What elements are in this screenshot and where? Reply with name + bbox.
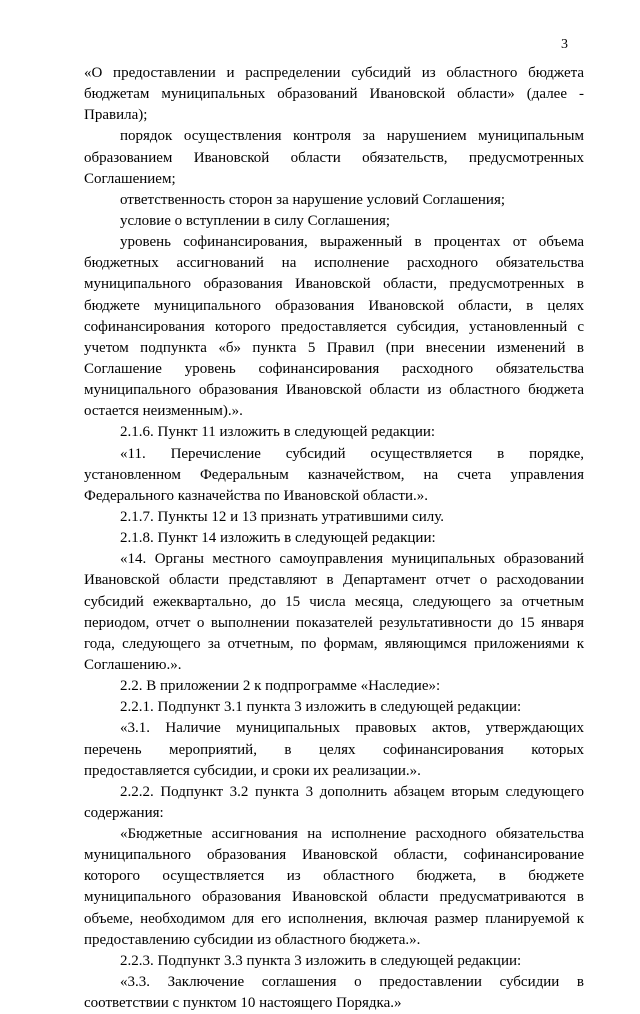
text-line: муниципального образования Ивановской области, предусмотренных в xyxy=(84,276,584,293)
text-line: которого осуществляется из областного бюджета, в бюджете xyxy=(84,868,584,885)
text-line: софинансирования которого предоставляется субсидия, установленный с xyxy=(84,318,584,335)
text-line: 2.1.6. Пункт 11 изложить в следующей редакции: xyxy=(120,424,436,441)
text-line: условие о вступлении в силу Соглашения; xyxy=(120,212,391,229)
text-line: бюджете муниципального образования Ивановской области, в целях xyxy=(84,297,584,314)
text-line: 2.1.8. Пункт 14 изложить в следующей редакции: xyxy=(120,530,436,547)
text-line: «11. Перечисление субсидий осуществляется в порядке, xyxy=(120,445,584,462)
document-body xyxy=(84,63,584,1014)
text-line: Федерального казначейства по Ивановской области.». xyxy=(84,487,429,504)
text-line: уровень софинансирования, выраженный в процентах от объема xyxy=(120,234,584,251)
text-line: образованием Ивановской области обязательств, предусмотренных xyxy=(84,149,584,166)
text-line: муниципального образования Ивановской области предусматриваются в xyxy=(84,889,584,906)
text-line: учетом подпункта «б» пункта 5 Правил (при внесении изменений в xyxy=(84,339,584,356)
text-line: объеме, необходимом для его исполнения, включая размер планируемой к xyxy=(84,910,584,927)
text-line: остается неизменным).». xyxy=(84,403,243,420)
text-line: бюджетам муниципальных образований Ивановской области» (далее - xyxy=(84,86,584,103)
text-line: бюджетных ассигнований на исполнение расходного обязательства xyxy=(84,255,584,272)
text-line: 2.2.3. Подпункт 3.3 пункта 3 изложить в следующей редакции: xyxy=(120,952,522,969)
text-line: 2.2.2. Подпункт 3.2 пункта 3 дополнить абзацем вторым следующего xyxy=(120,783,584,800)
text-line: 2.2.1. Подпункт 3.1 пункта 3 изложить в следующей редакции: xyxy=(120,699,522,716)
text-line: Соглашением; xyxy=(84,170,176,187)
text-line: ответственность сторон за нарушение условий Соглашения; xyxy=(120,191,506,208)
text-line: предоставлению субсидии из областного бюджета.». xyxy=(84,931,421,948)
text-line: установленном Федеральным казначейством, на счета управления xyxy=(84,466,584,483)
text-line: порядок осуществления контроля за нарушением муниципальным xyxy=(120,128,584,145)
text-line: субсидий ежеквартально, до 15 числа месяца, следующего за отчетным xyxy=(84,593,584,610)
text-line: 2.2. В приложении 2 к подпрограмме «Наследие»: xyxy=(120,678,441,695)
text-line: Соглашению.». xyxy=(84,656,182,673)
text-line: «3.3. Заключение соглашения о предоставлении субсидии в xyxy=(120,974,584,991)
text-line: муниципального образования Ивановской области из областного бюджета xyxy=(84,382,584,399)
text-line: периодом, отчет о выполнении показателей результативности до 15 января xyxy=(84,614,584,631)
text-line: перечень мероприятий, в целях софинансирования которых xyxy=(84,741,584,758)
text-line: года, следующего за отчетным, по формам, являющимся приложениями к xyxy=(84,635,584,652)
text-line: 2.1.7. Пункты 12 и 13 признать утратившими силу. xyxy=(120,508,444,525)
text-line: соответствии с пунктом 10 настоящего Порядка.» xyxy=(84,995,402,1012)
text-line: «О предоставлении и распределении субсидий из областного бюджета xyxy=(84,65,584,81)
text-line: «14. Органы местного самоуправления муниципальных образований xyxy=(120,551,584,568)
text-line: содержания: xyxy=(84,804,164,821)
text-line: «3.1. Наличие муниципальных правовых актов, утверждающих xyxy=(120,720,584,737)
page-number: 3 xyxy=(561,37,568,52)
text-line: Ивановской области представляют в Департамент отчет о расходовании xyxy=(84,572,584,589)
text-line: Правила); xyxy=(84,107,148,124)
text-line: Соглашение уровень софинансирования расходного обязательства xyxy=(84,360,584,377)
text-line: муниципального образования Ивановской области, софинансирование xyxy=(84,847,584,864)
text-line: «Бюджетные ассигнования на исполнение расходного обязательства xyxy=(120,826,584,843)
text-line: предоставляется субсидии, и сроки их реализации.». xyxy=(84,762,421,779)
